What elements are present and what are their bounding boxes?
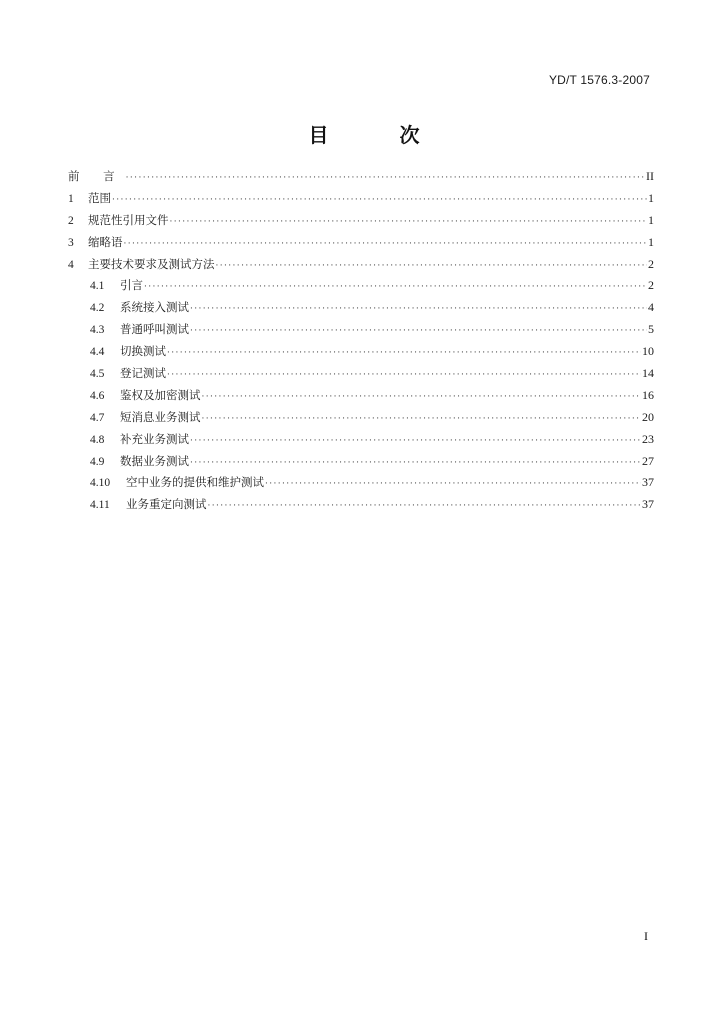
- toc-entry-title: 前 言: [68, 169, 125, 183]
- toc-leader-dots: [167, 343, 641, 365]
- toc-entry-title: 缩略语: [88, 234, 123, 249]
- toc-leader-dots: [265, 474, 641, 496]
- toc-entry-number: 4.11: [90, 499, 110, 512]
- toc-entry-4-8[interactable]: [68, 429, 654, 451]
- toc-entry-number: 4.10: [90, 477, 111, 490]
- toc-entry-2[interactable]: [68, 210, 654, 232]
- toc-entry-4-7[interactable]: [68, 407, 654, 429]
- toc-entry-4-4[interactable]: [68, 341, 654, 363]
- toc-entry-title: 规范性引用文件: [88, 212, 169, 227]
- toc-entry-title: 主要技术要求及测试方法: [88, 256, 215, 271]
- toc-entry-title: 系统接入测试: [120, 300, 189, 315]
- toc-leader-dots: [124, 234, 648, 256]
- toc-entry-4-11[interactable]: [68, 494, 654, 516]
- toc-leader-dots: [190, 321, 647, 343]
- toc-entry-4-2[interactable]: [68, 297, 654, 319]
- toc-leader-dots: [167, 365, 641, 387]
- toc-entry-page: 2: [648, 278, 654, 293]
- toc-leader-dots: [190, 431, 641, 453]
- toc-entry-page: 23: [642, 431, 654, 446]
- toc-entry-title: 鉴权及加密测试: [120, 387, 201, 402]
- toc-entry-3[interactable]: [68, 232, 654, 254]
- toc-entry-1[interactable]: [68, 188, 654, 210]
- toc-entry-page: II: [646, 169, 654, 183]
- toc-leader-dots: [170, 212, 648, 234]
- toc-entry-number: 4.6: [90, 389, 105, 402]
- toc-entry-number: 3: [68, 236, 74, 249]
- toc-entry-number: 4.8: [90, 433, 105, 446]
- toc-leader-dots: [144, 277, 647, 299]
- toc-leader-dots: [208, 496, 642, 518]
- toc-entry-title: 业务重定向测试: [126, 497, 207, 512]
- page-title: 目 次: [308, 123, 452, 147]
- toc-leader-dots: [202, 409, 642, 431]
- toc-entry-title: 范围: [88, 190, 111, 205]
- table-of-contents: [68, 166, 654, 516]
- toc-entry-4-9[interactable]: [68, 451, 654, 473]
- toc-entry-page: 16: [642, 387, 654, 402]
- toc-entry-page: 14: [642, 366, 654, 381]
- toc-entry-page: 1: [648, 212, 654, 227]
- toc-entry-page: 1: [648, 234, 654, 249]
- toc-entry-title: 短消息业务测试: [120, 409, 201, 424]
- toc-entry-4-6[interactable]: [68, 385, 654, 407]
- toc-entry-number: 4.2: [90, 302, 105, 315]
- toc-entry-number: 4: [68, 258, 74, 271]
- toc-entry-title: 补充业务测试: [120, 431, 189, 446]
- toc-entry-title: 切换测试: [120, 344, 166, 359]
- toc-entry-page: 37: [642, 475, 654, 490]
- toc-entry-number: 2: [68, 214, 74, 227]
- toc-leader-dots: [190, 453, 641, 475]
- toc-entry-number: 1: [68, 192, 74, 205]
- toc-entry-4-5[interactable]: [68, 363, 654, 385]
- toc-entry-title: 数据业务测试: [120, 453, 189, 468]
- toc-entry-4-10[interactable]: [68, 472, 654, 494]
- toc-leader-dots: [216, 256, 648, 278]
- toc-entry-page: 4: [648, 300, 654, 315]
- toc-entry-page: 10: [642, 344, 654, 359]
- toc-entry-page: 1: [648, 190, 654, 205]
- toc-entry-4[interactable]: [68, 254, 654, 276]
- toc-entry-number: 4.3: [90, 324, 105, 337]
- toc-entry-page: 5: [648, 322, 654, 337]
- toc-entry-page: 20: [642, 409, 654, 424]
- toc-leader-dots: [202, 387, 642, 409]
- toc-entry-page: 2: [648, 256, 654, 271]
- toc-leader-dots: [112, 190, 647, 212]
- toc-entry-foreword[interactable]: [68, 166, 654, 188]
- toc-entry-title: 登记测试: [120, 366, 166, 381]
- toc-entry-title: 普通呼叫测试: [120, 322, 189, 337]
- toc-entry-number: 4.4: [90, 346, 105, 359]
- toc-entry-4-3[interactable]: [68, 319, 654, 341]
- toc-entry-title: 空中业务的提供和维护测试: [126, 475, 264, 490]
- toc-entry-page: 27: [642, 453, 654, 468]
- document-number: YD/T 1576.3-2007: [548, 73, 650, 87]
- toc-leader-dots: [126, 168, 645, 190]
- toc-entry-number: 4.9: [90, 455, 105, 468]
- toc-leader-dots: [190, 299, 647, 321]
- toc-entry-page: 37: [642, 497, 654, 512]
- toc-entry-title: 引言: [120, 278, 143, 293]
- toc-entry-4-1[interactable]: [68, 275, 654, 297]
- page-number: I: [644, 929, 648, 943]
- toc-entry-number: 4.5: [90, 368, 105, 381]
- toc-entry-number: 4.1: [90, 280, 105, 293]
- toc-entry-number: 4.7: [90, 411, 105, 424]
